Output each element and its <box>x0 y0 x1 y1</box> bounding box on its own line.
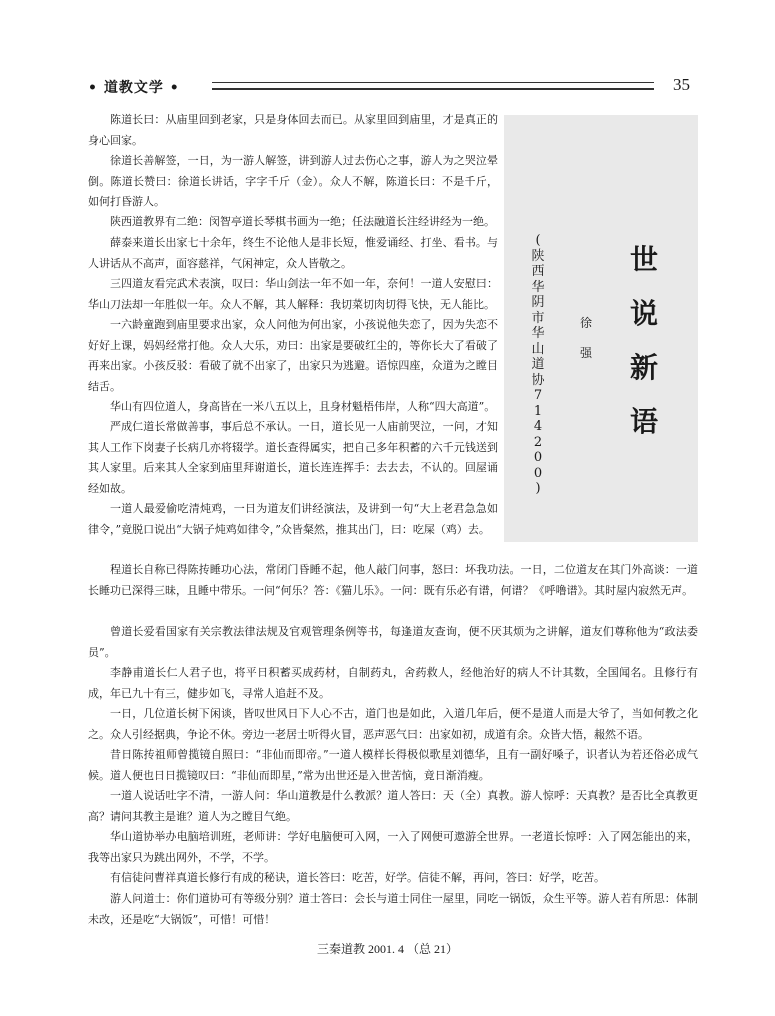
paragraph: 一道人说话吐字不清，一游人问：华山道教是什么教派？道人答曰：天（全）真教。游人惊呼：天真教？是否比全真教更高？请问其教主是谁？道人为之瞠目气绝。 <box>88 789 698 823</box>
paragraph: 陕西道教界有二绝：闵智亭道长琴棋书画为一绝；任法融道长注经讲经为一绝。 <box>110 215 495 228</box>
title-char: 语 <box>629 405 658 438</box>
author-char: 强 <box>579 346 592 360</box>
paragraph: 薛泰来道长出家七十余年，终生不论他人是非长短，惟爱诵经、打坐、看书。与人讲话从不高声，面容慈祥，气闲神定，众人皆敬之。 <box>88 236 498 270</box>
affil-char: 市 <box>531 310 545 326</box>
affil-char: 4 <box>533 419 543 434</box>
paragraph: 徐道长善解签，一日，为一游人解签，讲到游人过去伤心之事，游人为之哭泣晕倒。陈道长赞曰：徐道长讲话，字字千斤（金）。众人不解，陈道长曰：不是千斤，如何打昏游人。 <box>88 154 498 208</box>
page-footer: 三秦道教 2001. 4 （总 21） <box>316 942 458 956</box>
page-number: 35 <box>673 75 690 94</box>
author-char: 徐 <box>579 316 592 330</box>
paragraph: 一六龄童跑到庙里要求出家，众人问他为何出家，小孩说他失恋了，因为失恋不好好上课，妈妈经常打他。众人大乐，劝曰：出家是要破红尘的，等你长大了看破了再来出家。小孩反驳：看破了就不出家了，出家只为逃避。语惊四座，众道为之瞠目结舌。 <box>88 318 498 393</box>
affil-char: 2 <box>533 434 543 450</box>
paragraph: 曾道长爱看国家有关宗教法律法规及官观管理条例等书，每逢道友查询，便不厌其烦为之讲解，道友们尊称他为“政法委员”。 <box>88 625 698 659</box>
affil-char: 0 <box>533 450 543 465</box>
affil-char: ( <box>535 233 541 248</box>
header-rule-thick <box>212 88 654 90</box>
paragraph: 游人问道士：你们道协可有等级分别？道士答曰：会长与道士同住一屋里，同吃一锅饭，众生平等。游人若有所思：体制未改，还是吃“大锅饭”，可惜！可惜！ <box>88 892 698 926</box>
affil-char: 华 <box>531 279 545 295</box>
author-name <box>576 308 596 368</box>
article-title <box>624 233 664 449</box>
title-char: 说 <box>629 297 658 330</box>
affil-char: 0 <box>533 465 543 481</box>
paragraph: 有信徒问曹祥真道长修行有成的秘诀，道长答曰：吃苦，好学。信徒不解，再问，答曰：好学，吃苦。 <box>110 871 605 884</box>
author-affiliation <box>528 233 548 497</box>
paragraph: 一道人最爱偷吃清炖鸡，一日为道友们讲经演法，及讲到一句“大上老君急急如律令，”竟脱口说出“大锅子炖鸡如律令，”众皆粲然，推其出门，曰：吃屎（鸡）去。 <box>88 502 498 536</box>
paragraph: 陈道长曰：从庙里回到老家，只是身体回去而已。从家里回到庙里，才是真正的身心回家。 <box>88 113 498 147</box>
affil-char: 道 <box>531 357 545 372</box>
page-header <box>88 77 690 97</box>
paragraph: 程道长自称已得陈抟睡功心法，常闭门昏睡不起，他人敲门问事，怒曰：坏我功法。一日，二位道友在其门外高谈：一道长睡功已深得三昧，且睡中带乐。一问“何乐？答：《猫儿乐》。一问：既有乐必有谱，何谱？《呼噜谱》。其时屋内寂然无声。 <box>88 563 698 597</box>
paragraph: 昔日陈抟祖师曾揽镜自照曰：“非仙而即帝。”一道人模样长得极似歌星刘德华，且有一副好嗓子，识者认为若还俗必成气候。道人便也日日揽镜叹曰：“非仙而即星，”常为出世还是入世苦恼，竟日渐消瘦。 <box>88 748 698 782</box>
affil-char: 陕 <box>531 248 545 264</box>
paragraph: 华山有四位道人，身高皆在一米八五以上，且身材魁梧伟岸，人称“四大高道”。 <box>110 400 496 413</box>
header-rule-thin <box>212 82 654 83</box>
title-char: 世 <box>629 243 658 276</box>
affil-char: 阴 <box>531 295 545 310</box>
paragraph: 一日，几位道长树下闲谈，皆叹世风日下人心不古，道门也是如此，入道几年后，便不是道人而是大爷了，当如何教之化之。众人引经据典，争论不休。旁边一老居士听得火冒，恶声恶气曰：出家如初，成道有余。众皆大悟，赧然不语。 <box>88 707 698 741</box>
section-label: • 道教文学 • <box>88 80 180 96</box>
affil-char: 1 <box>533 403 543 419</box>
affil-char: 西 <box>531 264 545 279</box>
paragraph: 三四道友看完武术表演，叹曰：华山剑法一年不如一年，奈何！一道人安慰曰：华山刀法却一年胜似一年。众人不解，其人解释：我切菜切肉切得飞快，无人能比。 <box>88 277 498 311</box>
article-title-box <box>504 115 698 542</box>
title-char: 新 <box>629 351 658 384</box>
affil-char: 协 <box>531 372 545 388</box>
affil-char: 华 <box>531 326 545 341</box>
affil-char: 7 <box>533 388 543 403</box>
paragraph: 李静甫道长仁人君子也，将平日积蓄买成药材，自制药丸，舍药救人，经他治好的病人不计其数，全国闻名。且修行有成，年已九十有三，健步如飞，寻常人追赶不及。 <box>88 666 698 700</box>
paragraph: 华山道协举办电脑培训班，老师讲：学好电脑便可入网，一入了网便可遨游全世界。一老道长惊呼：入了网怎能出的来，我等出家只为跳出网外，不学，不学。 <box>88 830 698 864</box>
affil-char: 山 <box>531 341 545 357</box>
paragraph: 严成仁道长常做善事，事后总不承认。一日，道长见一人庙前哭泣，一问，才知其人工作下岗妻子长病几亦将辍学。道长查得属实，把自己多年积蓄的六千元钱送到其人家里。后来其人全家到庙里拜谢道长，道长连连挥手：去去去，不认的。回屋诵经如故。 <box>88 420 498 495</box>
affil-char: ) <box>535 481 541 496</box>
